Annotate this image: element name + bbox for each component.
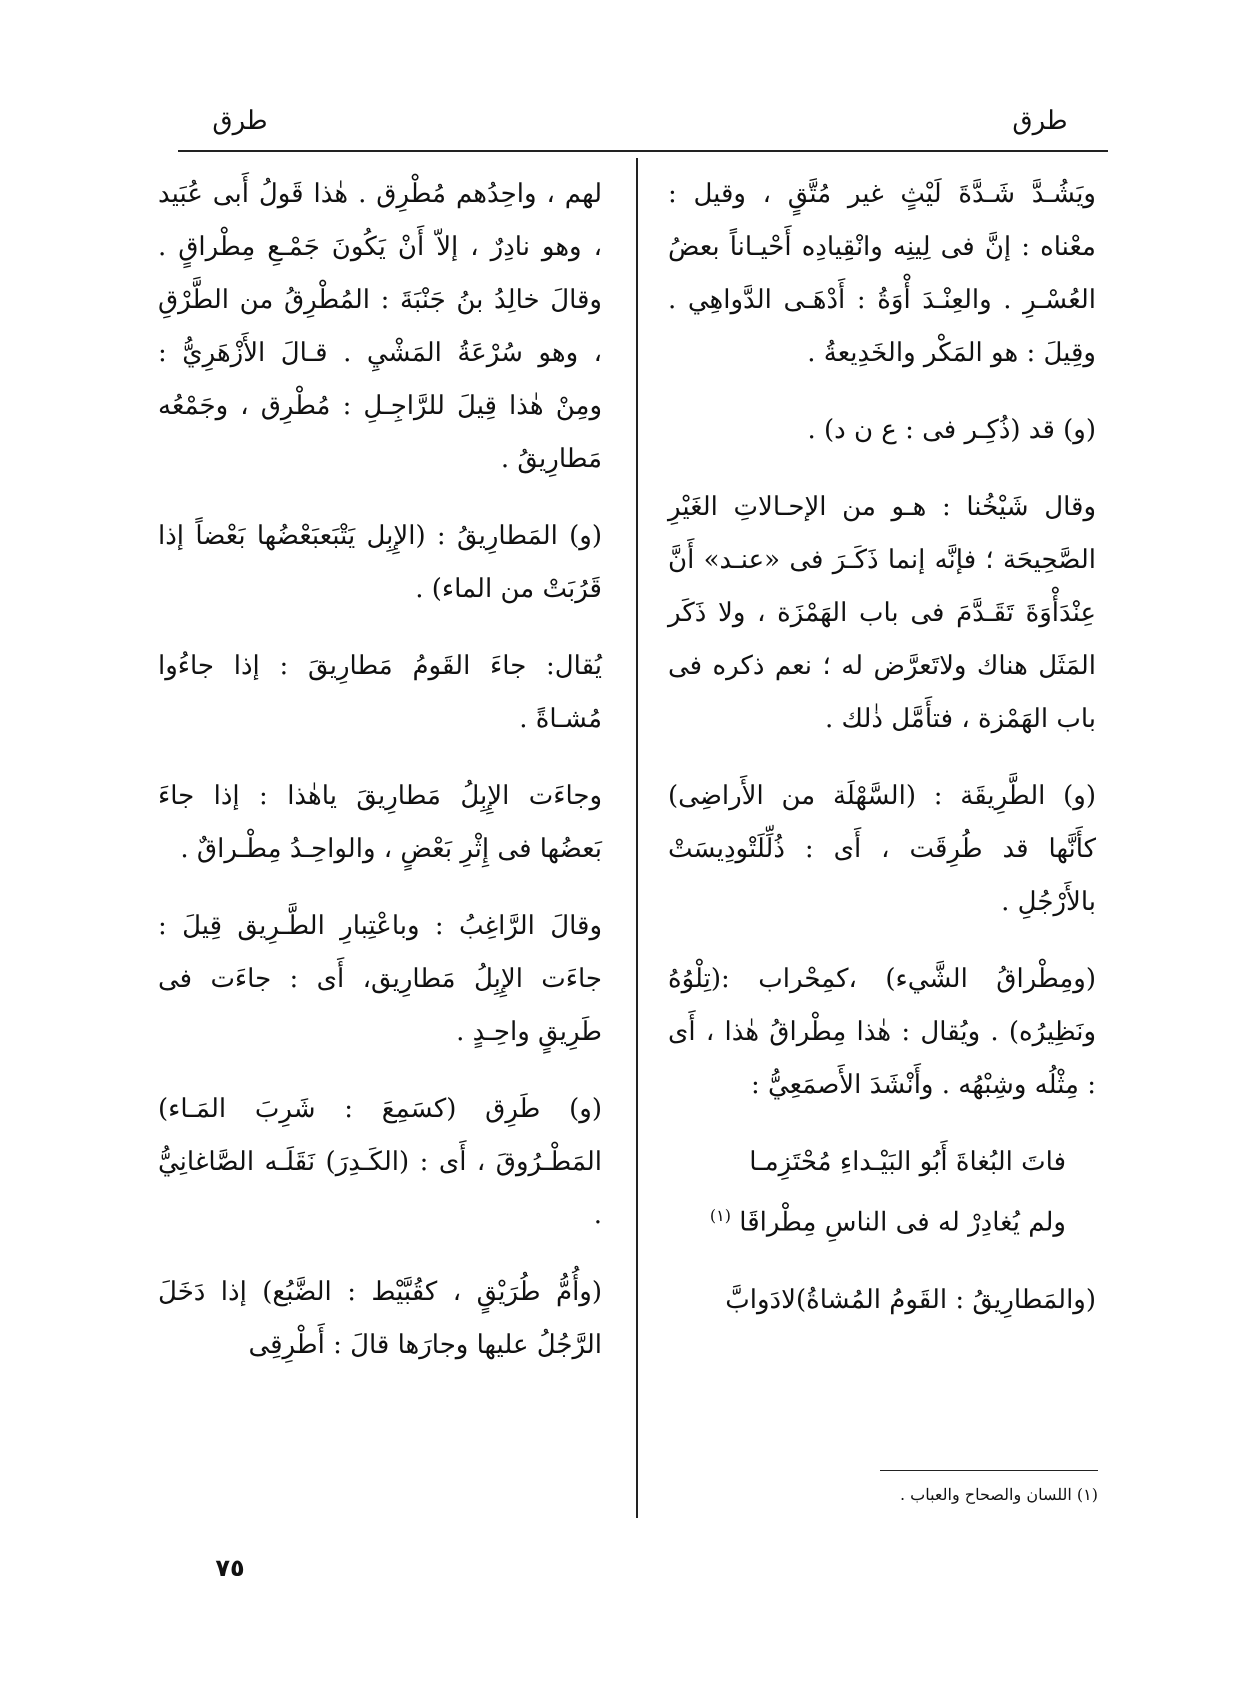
verse-line-2 xyxy=(668,1189,1066,1250)
header-divider xyxy=(178,150,1108,152)
verse-line-1: فاتَ البُغاةَ أَبُو البَيْـداءِ مُحْتَزِمـا xyxy=(749,1147,1066,1177)
running-header-right: طرق xyxy=(1012,106,1068,136)
right-column xyxy=(668,168,1096,1351)
entry-paragraph: (و) قد (ذُكِـر فى : ع ن د) . xyxy=(807,415,1096,445)
column-divider xyxy=(636,158,638,1518)
entry-paragraph: (ومِطْراقُ الشَّيء) ،كمِحْراب :(تِلْوُهُ ونَظِيرُه) . ويُقال : هٰذا مِطْراقُ هٰذا ، أَى : مِثْلُه وشِبْهُه . وأَنْشَدَ الأَصمَعِيُّ : xyxy=(668,964,1096,1100)
entry-paragraph: (و) المَطارِيقُ : (الإِبِل يَتْبَعبَعْضُها بَعْضاً إذا قَرُبَتْ من الماء) . xyxy=(158,521,602,604)
left-column xyxy=(158,168,602,1396)
verse-line-2-text: ولم يُغادِرْ له فى الناسِ مِطْراقَا xyxy=(739,1207,1066,1238)
entry-paragraph: (والمَطارِيقُ : القَومُ المُشاةُ)لادَوابَّ xyxy=(725,1284,1096,1315)
entry-paragraph: ويَشُـدَّ شَـدَّةَ لَيْثٍ غير مُتَّقٍ ، وقيل : معْناه : إنَّ فى لِينِه وانْقِيادِه أَحْيـاناً بعضُ العُسْـرِ . والعِنْـدَ أْوَةُ : أَدْهَـى الدَّواهِي . وقِيلَ : هو المَكْر والخَدِيعةُ . xyxy=(668,179,1096,368)
entry-paragraph: يُقال: جاءَ القَومُ مَطارِيقَ : إذا جاءُوا مُشـاةً . xyxy=(158,651,602,734)
entry-paragraph: (وأُمُّ طُرَيْقٍ ، كقُبَّيْط : الضَّبُع) إذا دَخَلَ الرَّجُلُ عليها وجارَها قالَ : أَطْرِقِى xyxy=(158,1277,602,1360)
entry-paragraph: لهم ، واحِدُهم مُطْرِق . هٰذا قَولُ أَبى عُبَيد ، وهو نادِرٌ ، إلاّ أَنْ يَكُونَ جَمْـعِ مِطْراقٍ . وقالَ خالِدُ بنُ جَنْبَةَ : المُطْرِقُ من الطَّرْقِ ، وهو سُرْعَةُ المَشْيِ . قـالَ الأَزْهَرِيُّ : ومِنْ هٰذا قِيلَ للرَّاجِـلِ : مُطْرِق ، وجَمْعُه مَطارِيقُ . xyxy=(158,179,602,474)
entry-paragraph: وجاءَت الإِبِلُ مَطارِيقَ ياهٰذا : إذا جاءَ بَعضُها فى إِثْرِ بَعْضٍ ، والواحِـدُ مِطْـراقٌ . xyxy=(158,781,602,864)
poetry-verse xyxy=(668,1136,1096,1250)
page-number: ٧٥ xyxy=(215,1554,245,1582)
entry-paragraph: وقالَ الرَّاغِبُ : وباعْتِبارِ الطَّـرِيق قِيلَ : جاءَت الإِبِلُ مَطارِيق، أَى : جاءَت فى طَرِيقٍ واحِـدٍ . xyxy=(158,911,602,1047)
entry-paragraph: وقال شَيْخُنا : هـو من الإحـالاتِ الغَيْرِ الصَّحِيحَة ؛ فإنَّه إنما ذَكَـرَ فى «عنـد» أَنَّ عِنْدَأْوَةَ تَقَـدَّمَ فى باب الهَمْزَة ، ولا ذَكَر المَثَل هناك ولاتَعرَّض له ؛ نعم ذكره فى باب الهَمْزة ، فتأَمَّل ذٰلك . xyxy=(668,492,1096,734)
footnote-divider xyxy=(880,1470,1098,1471)
footnote: (١) اللسان والصحاح والعباب . xyxy=(899,1485,1098,1504)
entry-paragraph: (و) طَرِق (كسَمِعَ : شَرِبَ المَـاء) المَطْـرُوقَ ، أَى : (الكَـدِرَ) نَقَلَـه الصَّاغانِيُّ . xyxy=(158,1094,602,1230)
entry-paragraph: (و) الطَّرِيقَة : (السَّهْلَة من الأَراضِى) كأَنَّها قد طُرِقَت ، أَى : ذُلِّلَتْودِيسَتْ بالأَرْجُلِ . xyxy=(668,781,1096,917)
footnote-marker: (١) xyxy=(709,1206,731,1225)
running-header-left: طرق xyxy=(212,106,268,136)
